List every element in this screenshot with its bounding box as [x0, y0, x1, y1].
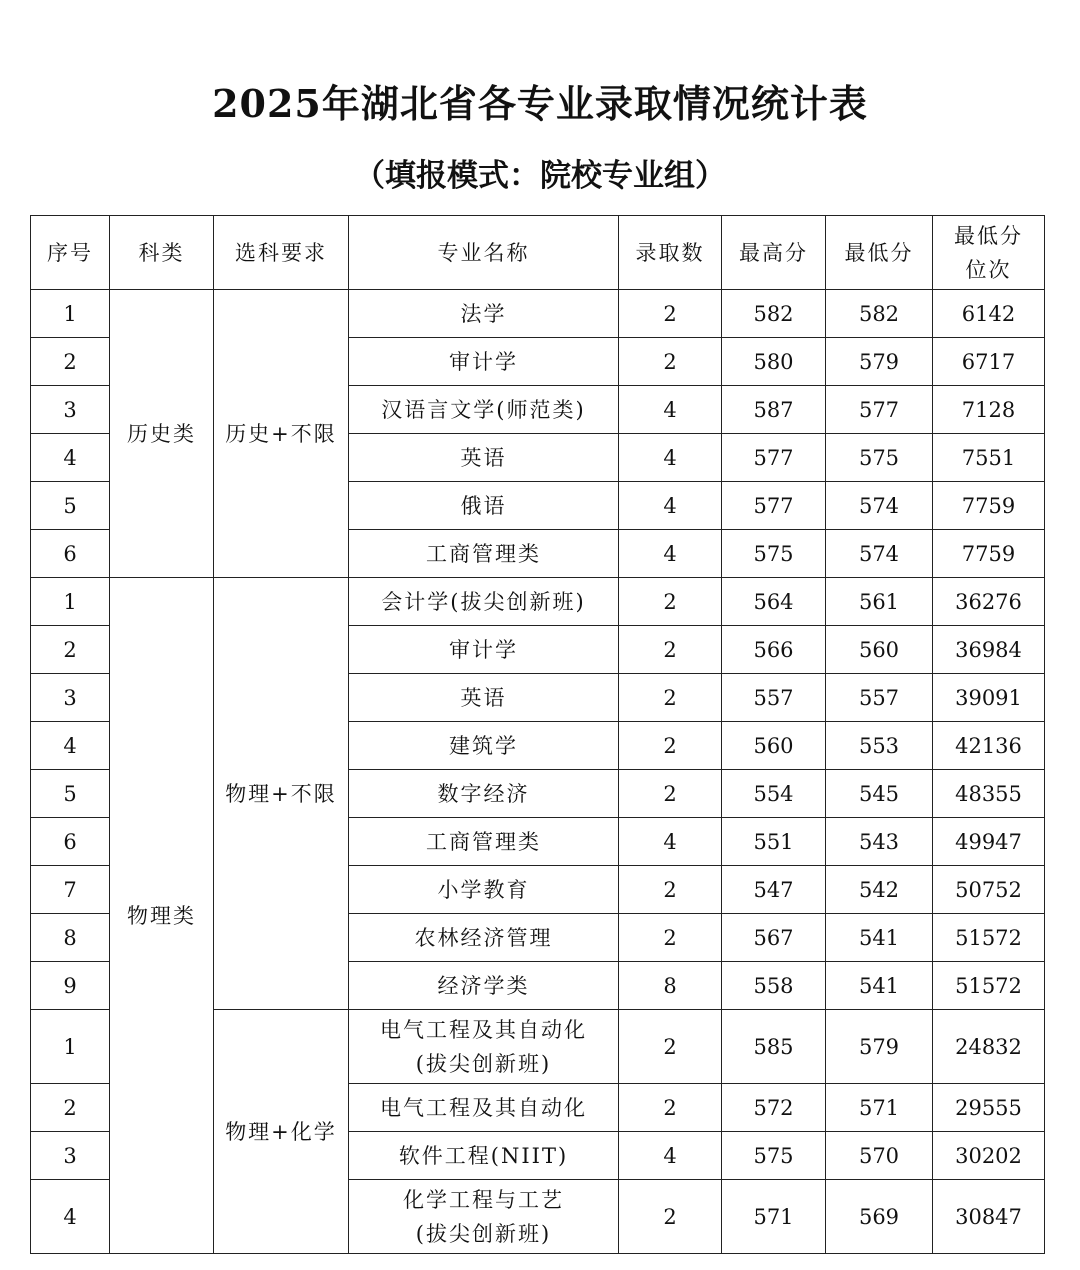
cell-no: 3 — [31, 386, 110, 434]
table-row — [31, 578, 1045, 626]
header-requirement: 选科要求 — [214, 216, 349, 290]
cell-major-line: 会计学(拔尖创新班) — [381, 589, 586, 614]
cell-min-rank: 49947 — [933, 818, 1045, 866]
admission-table — [30, 215, 1045, 1254]
page-subtitle: （填报模式：院校专业组） — [354, 158, 726, 194]
cell-admitted: 2 — [619, 1010, 722, 1084]
cell-min-rank: 39091 — [933, 674, 1045, 722]
cell-major-line: 化学工程与工艺 — [403, 1187, 564, 1212]
cell-category: 历史类 — [110, 290, 214, 578]
cell-max-score: 575 — [722, 1132, 826, 1180]
cell-min-rank: 30847 — [933, 1180, 1045, 1254]
cell-max-score: 582 — [722, 290, 826, 338]
cell-no: 3 — [31, 1132, 110, 1180]
table-body — [31, 290, 1045, 1254]
cell-no: 9 — [31, 962, 110, 1010]
cell-no: 4 — [31, 722, 110, 770]
cell-max-score: 580 — [722, 338, 826, 386]
cell-admitted: 4 — [619, 530, 722, 578]
cell-max-score: 567 — [722, 914, 826, 962]
cell-admitted: 2 — [619, 338, 722, 386]
cell-max-score: 560 — [722, 722, 826, 770]
cell-min-rank: 24832 — [933, 1010, 1045, 1084]
cell-no: 6 — [31, 530, 110, 578]
cell-max-score: 547 — [722, 866, 826, 914]
cell-min-rank: 50752 — [933, 866, 1045, 914]
cell-min-score: 574 — [826, 482, 933, 530]
cell-max-score: 558 — [722, 962, 826, 1010]
cell-min-score: 577 — [826, 386, 933, 434]
cell-no: 8 — [31, 914, 110, 962]
cell-requirement: 历史+不限 — [214, 290, 349, 578]
cell-min-rank: 7759 — [933, 530, 1045, 578]
cell-min-rank: 29555 — [933, 1084, 1045, 1132]
cell-major — [349, 962, 619, 1010]
cell-major-line: 建筑学 — [449, 733, 518, 758]
header-major: 专业名称 — [349, 216, 619, 290]
cell-major — [349, 818, 619, 866]
cell-major — [349, 530, 619, 578]
cell-min-score: 579 — [826, 338, 933, 386]
cell-major-line: 俄语 — [460, 493, 507, 518]
cell-major — [349, 626, 619, 674]
cell-major — [349, 482, 619, 530]
page-title: 2025年湖北省各专业录取情况统计表 — [212, 81, 868, 126]
cell-major — [349, 1010, 619, 1084]
cell-max-score: 566 — [722, 626, 826, 674]
table-header-row — [31, 216, 1045, 290]
cell-no: 4 — [31, 434, 110, 482]
cell-min-score: 553 — [826, 722, 933, 770]
cell-max-score: 564 — [722, 578, 826, 626]
cell-major — [349, 770, 619, 818]
cell-major-line: 农林经济管理 — [414, 925, 553, 950]
header-max-score: 最高分 — [722, 216, 826, 290]
cell-max-score: 572 — [722, 1084, 826, 1132]
cell-major-line: 电气工程及其自动化 — [380, 1017, 587, 1042]
cell-min-score: 569 — [826, 1180, 933, 1254]
cell-no: 3 — [31, 674, 110, 722]
cell-no: 4 — [31, 1180, 110, 1254]
cell-min-score: 570 — [826, 1132, 933, 1180]
cell-major-line: (拔尖创新班) — [415, 1051, 552, 1076]
cell-max-score: 577 — [722, 434, 826, 482]
header-min-rank — [933, 216, 1045, 290]
cell-no: 7 — [31, 866, 110, 914]
cell-min-rank: 36984 — [933, 626, 1045, 674]
cell-major-line: 审计学 — [449, 349, 518, 374]
cell-admitted: 2 — [619, 866, 722, 914]
cell-min-score: 582 — [826, 290, 933, 338]
cell-no: 1 — [31, 578, 110, 626]
cell-no: 6 — [31, 818, 110, 866]
cell-major-line: 汉语言文学(师范类) — [381, 397, 586, 422]
cell-max-score: 551 — [722, 818, 826, 866]
cell-admitted: 2 — [619, 290, 722, 338]
cell-min-score: 542 — [826, 866, 933, 914]
cell-min-rank: 7551 — [933, 434, 1045, 482]
cell-major — [349, 674, 619, 722]
cell-min-rank: 30202 — [933, 1132, 1045, 1180]
cell-min-rank: 51572 — [933, 962, 1045, 1010]
cell-min-score: 575 — [826, 434, 933, 482]
cell-min-score: 574 — [826, 530, 933, 578]
cell-min-rank: 7759 — [933, 482, 1045, 530]
table-row — [31, 290, 1045, 338]
cell-major — [349, 290, 619, 338]
cell-requirement: 物理+不限 — [214, 578, 349, 1010]
cell-requirement: 物理+化学 — [214, 1010, 349, 1254]
cell-major — [349, 578, 619, 626]
cell-no: 2 — [31, 1084, 110, 1132]
cell-major-line: 审计学 — [449, 637, 518, 662]
cell-admitted: 4 — [619, 386, 722, 434]
cell-min-rank: 48355 — [933, 770, 1045, 818]
cell-no: 1 — [31, 1010, 110, 1084]
cell-min-rank: 42136 — [933, 722, 1045, 770]
cell-major — [349, 914, 619, 962]
cell-min-score: 560 — [826, 626, 933, 674]
cell-admitted: 2 — [619, 578, 722, 626]
cell-major-line: 工商管理类 — [426, 541, 541, 566]
header-category: 科类 — [110, 216, 214, 290]
cell-min-rank: 6142 — [933, 290, 1045, 338]
header-min-rank-line: 最低分 — [954, 223, 1023, 248]
cell-max-score: 554 — [722, 770, 826, 818]
cell-admitted: 4 — [619, 434, 722, 482]
cell-admitted: 2 — [619, 770, 722, 818]
cell-major — [349, 1084, 619, 1132]
cell-admitted: 2 — [619, 1180, 722, 1254]
cell-major-line: (拔尖创新班) — [415, 1221, 552, 1246]
cell-admitted: 8 — [619, 962, 722, 1010]
cell-major — [349, 1180, 619, 1254]
cell-major — [349, 722, 619, 770]
cell-min-rank: 51572 — [933, 914, 1045, 962]
cell-min-score: 557 — [826, 674, 933, 722]
cell-major-line: 法学 — [460, 301, 507, 326]
cell-major — [349, 338, 619, 386]
cell-admitted: 4 — [619, 1132, 722, 1180]
cell-min-score: 571 — [826, 1084, 933, 1132]
cell-admitted: 4 — [619, 482, 722, 530]
cell-major — [349, 386, 619, 434]
cell-major-line: 软件工程(NIIT) — [398, 1143, 569, 1168]
cell-major-line: 英语 — [460, 685, 507, 710]
header-min-score: 最低分 — [826, 216, 933, 290]
cell-admitted: 2 — [619, 626, 722, 674]
cell-major-line: 英语 — [460, 445, 507, 470]
cell-min-score: 545 — [826, 770, 933, 818]
cell-admitted: 2 — [619, 674, 722, 722]
cell-admitted: 2 — [619, 1084, 722, 1132]
cell-max-score: 575 — [722, 530, 826, 578]
cell-no: 1 — [31, 290, 110, 338]
cell-min-score: 541 — [826, 962, 933, 1010]
cell-admitted: 2 — [619, 722, 722, 770]
cell-max-score: 587 — [722, 386, 826, 434]
cell-max-score: 557 — [722, 674, 826, 722]
cell-min-score: 561 — [826, 578, 933, 626]
cell-min-score: 541 — [826, 914, 933, 962]
header-no: 序号 — [31, 216, 110, 290]
cell-no: 2 — [31, 338, 110, 386]
cell-admitted: 2 — [619, 914, 722, 962]
cell-max-score: 577 — [722, 482, 826, 530]
cell-major — [349, 434, 619, 482]
cell-admitted: 4 — [619, 818, 722, 866]
cell-min-rank: 7128 — [933, 386, 1045, 434]
cell-category: 物理类 — [110, 578, 214, 1254]
cell-major — [349, 866, 619, 914]
cell-no: 2 — [31, 626, 110, 674]
cell-min-rank: 6717 — [933, 338, 1045, 386]
header-min-rank-line: 位次 — [965, 257, 1012, 282]
cell-max-score: 571 — [722, 1180, 826, 1254]
cell-max-score: 585 — [722, 1010, 826, 1084]
cell-min-rank: 36276 — [933, 578, 1045, 626]
cell-major-line: 电气工程及其自动化 — [380, 1095, 587, 1120]
cell-min-score: 543 — [826, 818, 933, 866]
cell-major-line: 工商管理类 — [426, 829, 541, 854]
header-admitted: 录取数 — [619, 216, 722, 290]
cell-major-line: 数字经济 — [437, 781, 530, 806]
cell-major-line: 经济学类 — [437, 973, 530, 998]
cell-major-line: 小学教育 — [437, 877, 530, 902]
cell-no: 5 — [31, 482, 110, 530]
cell-min-score: 579 — [826, 1010, 933, 1084]
cell-major — [349, 1132, 619, 1180]
cell-no: 5 — [31, 770, 110, 818]
